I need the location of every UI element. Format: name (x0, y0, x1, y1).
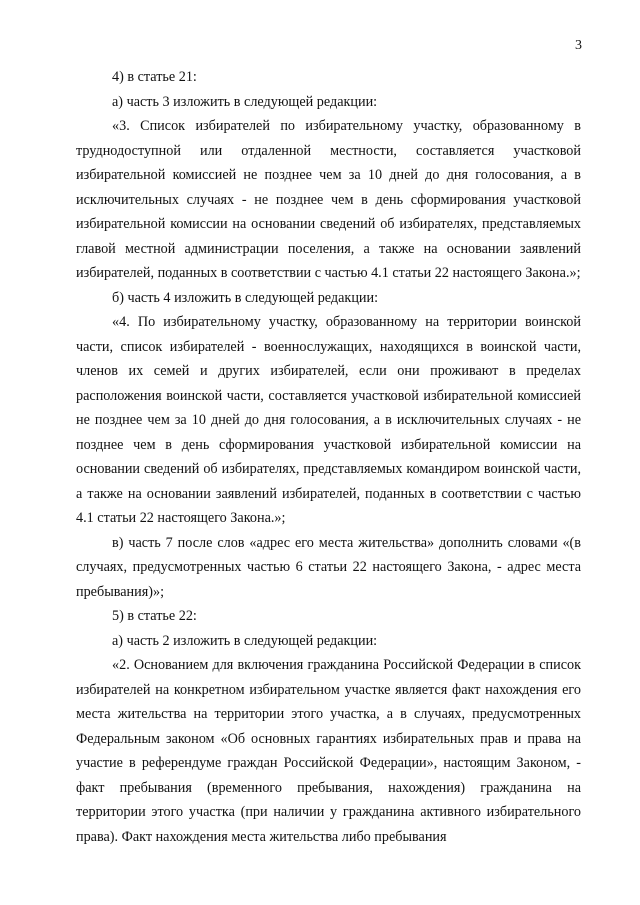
paragraph-part-3-intro: а) часть 3 изложить в следующей редакции: (112, 93, 378, 110)
paragraph-part-2-intro: а) часть 2 изложить в следующей редакции: (112, 632, 378, 649)
paragraph-part-3-text: «3. Список избирателей по избирательному участку, образованному в труднодоступной или отдаленной местности, составляется участковой избирательной комиссией не позднее чем за 10 дней до дня голосования, а в исключительных случаях - не позднее чем в день сформирования участковой избирательной комиссии на основании сведений об избирателях, представляемых главой местной администрации поселения, а также на основании заявлений избирателей, поданных в соответствии с частью 4.1 статьи 22 настоящего Закона.»; (76, 118, 581, 281)
paragraph-article-22: 5) в статье 22: (112, 608, 197, 624)
paragraph-part-2-text: «2. Основанием для включения гражданина Российской Федерации в список избирателей на конкретном избирательном участке является факт нахождения его места жительства на территории этого участка, а в случаях, предусмотренных Федеральным законом «Об основных гарантиях избирательных прав и права на участие в референдуме граждан Российской Федерации», настоящим Законом, - факт пребывания (временного пребывания, нахождения) гражданина на территории этого участка (при наличии у гражданина активного избирательного права). Факт нахождения места жительства либо пребывания (76, 657, 581, 845)
paragraph-article-21: 4) в статье 21: (112, 69, 197, 85)
paragraph-part-4-text: «4. По избирательному участку, образованному на территории воинской части, список избирателей - военнослужащих, находящихся в воинской части, членов их семей и других избирателей, если они проживают в пределах расположения воинской части, составляется участковой избирательной комиссией не позднее чем за 10 дней до дня голосования, а в исключительных случаях - не позднее чем в день сформирования участковой избирательной комиссии на основании сведений об избирателях, представляемых командиром воинской части, а также на основании заявлений избирателей, поданных в соответствии с частью 4.1 статьи 22 настоящего Закона.»; (76, 314, 581, 526)
paragraph-part-4-intro: б) часть 4 изложить в следующей редакции: (112, 289, 379, 306)
paragraph-part-7: в) часть 7 после слов «адрес его места жительства» дополнить словами «(в случаях, предусмотренных частью 6 статьи 22 настоящего Закона, - адрес места пребывания)»; (76, 534, 581, 600)
document-body (76, 65, 581, 849)
page-number: 3 (575, 38, 582, 53)
